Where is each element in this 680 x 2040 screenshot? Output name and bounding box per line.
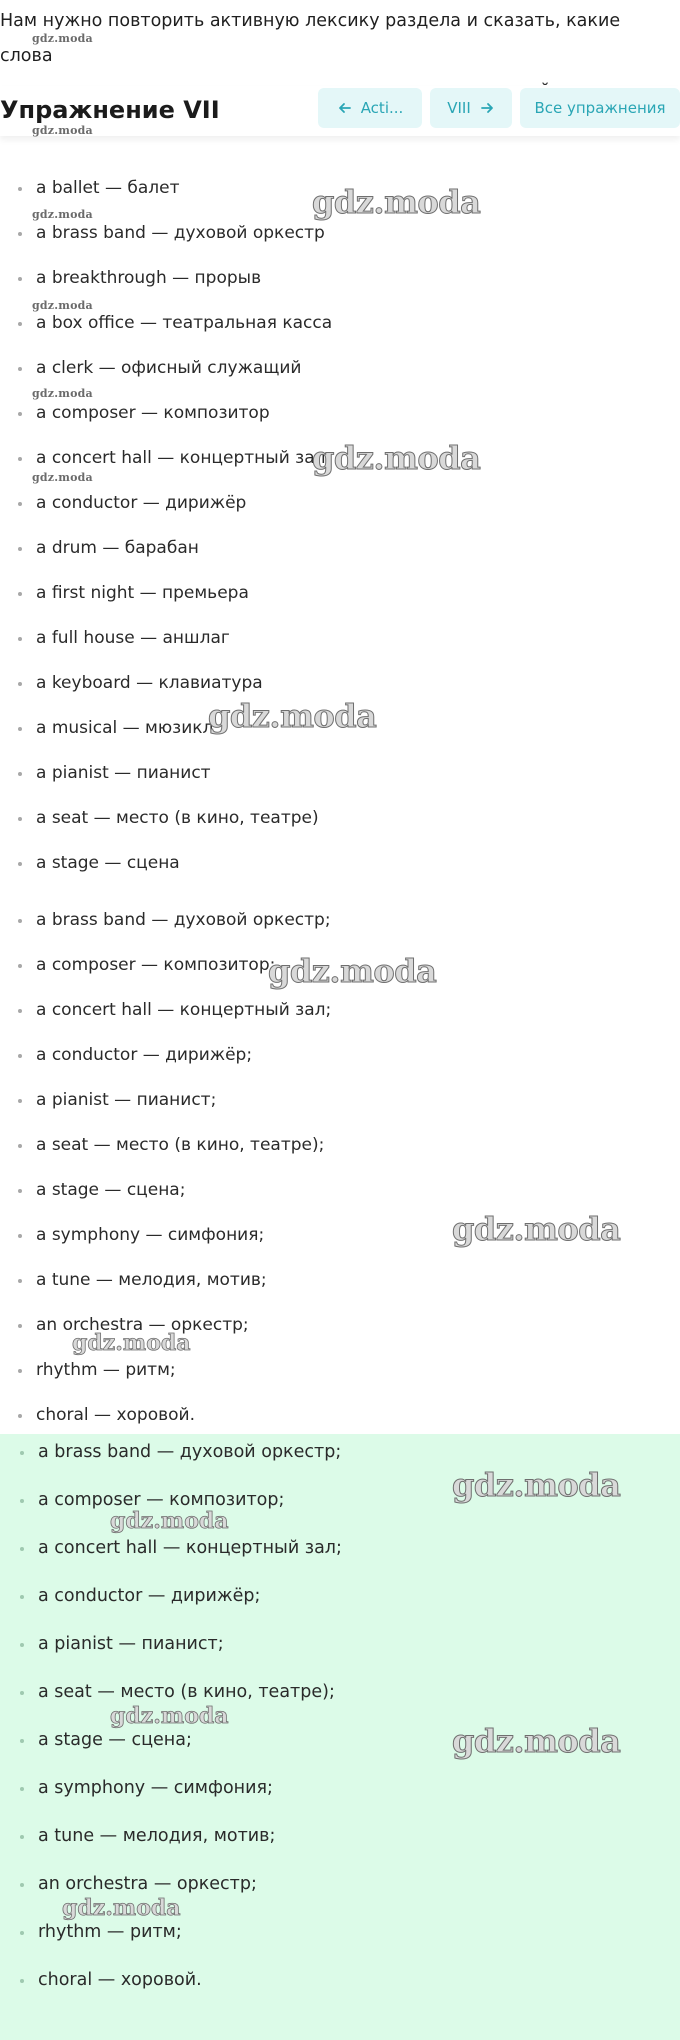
all-exercises-label: Все упражнения — [534, 99, 666, 117]
list-item: a composer — композитор; — [36, 955, 276, 975]
list-item: a tune — мелодия, мотив; — [38, 1826, 276, 1846]
arrow-left-icon — [337, 100, 353, 116]
list-item: a stage — сцена — [36, 853, 180, 873]
watermark-small: gdz.moda — [32, 387, 93, 400]
list-item: a conductor — дирижёр; — [36, 1045, 253, 1065]
next-exercise-label: VIII — [447, 99, 471, 117]
list-item: a full house — аншлаг — [36, 628, 230, 648]
list-item: a seat — место (в кино, театре); — [38, 1682, 335, 1702]
arrow-right-icon — [479, 100, 495, 116]
list-item: rhythm — ритм; — [36, 1360, 176, 1380]
list-item: a ballet — балет — [36, 178, 180, 198]
list-item: a brass band — духовой оркестр — [36, 223, 325, 243]
all-exercises-button[interactable] — [520, 88, 680, 128]
list-item: choral — хоровой. — [38, 1970, 202, 1990]
watermark-large: gdz.moda — [312, 183, 481, 221]
prev-exercise-button[interactable] — [318, 88, 422, 128]
watermark-large: gdz.moda — [312, 439, 481, 477]
exercise-header — [0, 86, 680, 136]
list-item: a brass band — духовой оркестр; — [38, 1442, 342, 1462]
watermark-large: gdz.moda — [452, 1722, 621, 1760]
list-item: choral — хоровой. — [36, 1405, 195, 1425]
list-item: a first night — премьера — [36, 583, 249, 603]
list-item: a concert hall — концертный зал — [36, 448, 326, 468]
list-item: a clerk — офисный служащий — [36, 358, 302, 378]
next-exercise-button[interactable] — [430, 88, 512, 128]
list-item: a conductor — дирижёр — [36, 493, 247, 513]
watermark-large: gdz.moda — [452, 1466, 621, 1504]
list-item: a stage — сцена; — [36, 1180, 186, 1200]
list-item: a musical — мюзикл — [36, 718, 214, 738]
list-item: an orchestra — оркестр; — [36, 1315, 249, 1335]
list-item: a symphony — симфония; — [38, 1778, 273, 1798]
watermark-small: gdz.moda — [32, 471, 93, 484]
watermark-large: gdz.moda — [208, 697, 377, 735]
watermark-small: gdz.moda — [32, 32, 93, 45]
watermark-medium: gdz.moda — [110, 1703, 229, 1729]
watermark-small: gdz.moda — [32, 299, 93, 312]
watermark-small: gdz.moda — [32, 208, 93, 221]
list-item: a composer — композитор; — [38, 1490, 285, 1510]
watermark-medium: gdz.moda — [110, 1508, 229, 1534]
list-item: a pianist — пианист — [36, 763, 211, 783]
watermark-medium: gdz.moda — [62, 1895, 181, 1921]
watermark-large: gdz.moda — [452, 1210, 621, 1248]
list-item: a brass band — духовой оркестр; — [36, 910, 331, 930]
list-item: a stage — сцена; — [38, 1730, 192, 1750]
list-item: a breakthrough — прорыв — [36, 268, 262, 288]
watermark-large: gdz.moda — [268, 952, 437, 990]
list-item: a concert hall — концертный зал; — [36, 1000, 332, 1020]
page-title: Упражнение VII — [0, 96, 220, 124]
list-item: a box office — театральная касса — [36, 313, 333, 333]
list-item: an orchestra — оркестр; — [38, 1874, 257, 1894]
list-item: a seat — место (в кино, театре); — [36, 1135, 325, 1155]
list-item: a tune — мелодия, мотив; — [36, 1270, 267, 1290]
list-item: a conductor — дирижёр; — [38, 1586, 261, 1606]
list-item: a symphony — симфония; — [36, 1225, 265, 1245]
list-item: a seat — место (в кино, театре) — [36, 808, 319, 828]
list-item: a keyboard — клавиатура — [36, 673, 263, 693]
list-item: a composer — композитор — [36, 403, 270, 423]
list-item: a drum — барабан — [36, 538, 199, 558]
list-item: rhythm — ритм; — [38, 1922, 182, 1942]
watermark-medium: gdz.moda — [72, 1330, 191, 1356]
prev-exercise-label: Acti... — [360, 99, 404, 117]
list-item: a pianist — пианист; — [36, 1090, 217, 1110]
list-item: a concert hall — концертный зал; — [38, 1538, 342, 1558]
list-item: a pianist — пианист; — [38, 1634, 224, 1654]
task-line-1: Нам нужно повторить активную лексику раздела и сказать, какие слова — [0, 11, 621, 66]
watermark-small: gdz.moda — [32, 124, 93, 137]
